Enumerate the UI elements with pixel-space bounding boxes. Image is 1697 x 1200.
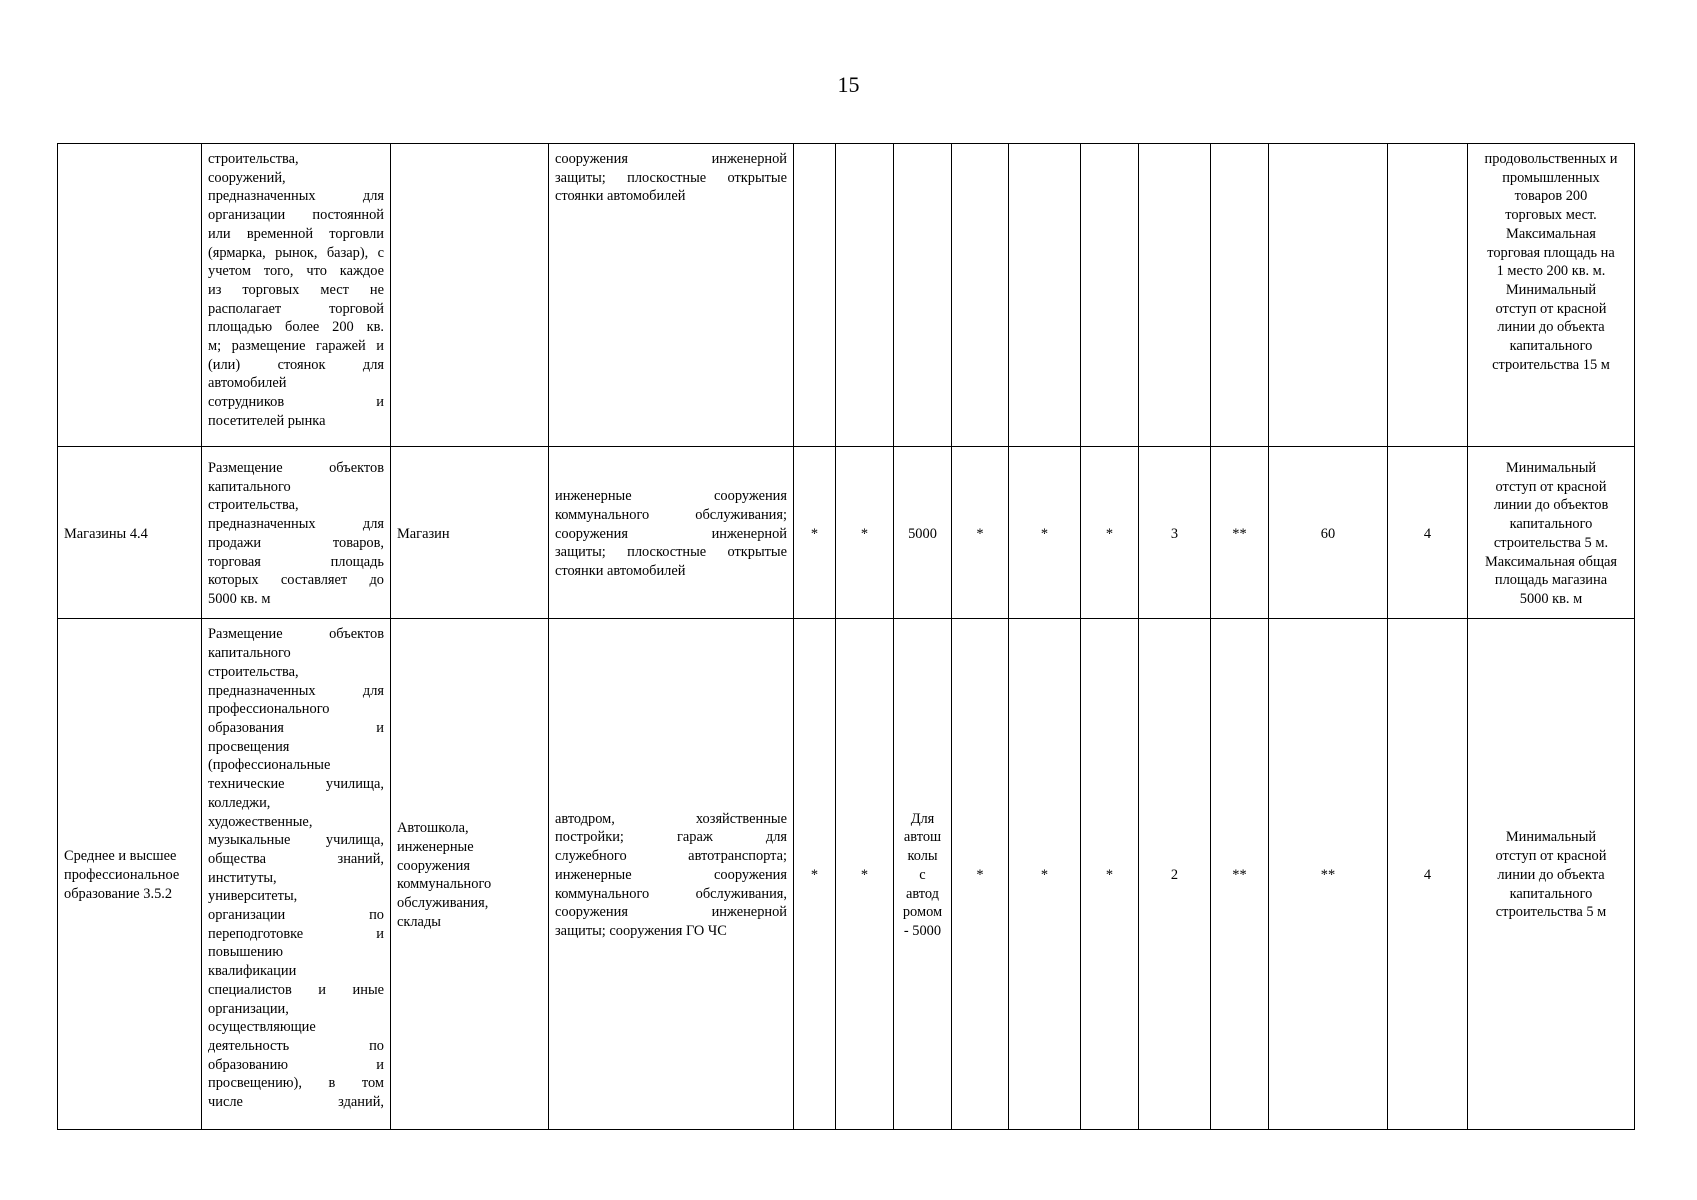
param-cell: 3 [1139,447,1211,619]
param-cell: * [952,447,1009,619]
param-cell [894,144,952,447]
param-cell: 5000 [894,447,952,619]
use-type-cell: Магазины 4.4 [58,447,202,619]
param-cell: 4 [1388,619,1468,1130]
param-cell: 4 [1388,447,1468,619]
param-cell: 60 [1269,447,1388,619]
param-cell: 2 [1139,619,1211,1130]
auxiliary-uses-cell: сооружения инженерной защиты; плоскостные открытые стоянки автомобилей [549,144,794,447]
notes-cell: Минимальный отступ от красной линии до объектов капитального строительства 5 м. Максимальная общая площадь магазина 5000 кв. м [1468,447,1635,619]
param-cell: * [836,619,894,1130]
param-cell [1009,144,1081,447]
param-cell: * [836,447,894,619]
param-cell: * [794,447,836,619]
param-cell [1388,144,1468,447]
param-cell: * [1081,447,1139,619]
notes-cell: продовольственных и промышленных товаров 200 торговых мест. Максимальная торговая площадь на 1 место 200 кв. м. Минимальный отступ от красной линии до объекта капитального строительства 15 м [1468,144,1635,447]
table-row [58,619,1635,1130]
param-cell: Для автош колы с автод ромом - 5000 [894,619,952,1130]
notes-cell: Минимальный отступ от красной линии до объекта капитального строительства 5 м [1468,619,1635,1130]
param-cell [1211,144,1269,447]
auxiliary-uses-cell: автодром, хозяйственные постройки; гараж для служебного автотранспорта; инженерные сооружения коммунального обслуживания, сооружения инженерной защиты; сооружения ГО ЧС [549,619,794,1130]
param-cell [1081,144,1139,447]
param-cell: ** [1211,619,1269,1130]
permitted-objects-cell [391,144,549,447]
param-cell: * [952,619,1009,1130]
param-cell [836,144,894,447]
use-description-cell: строительства, сооружений, предназначенных для организации постоянной или временной торговли (ярмарка, рынок, базар), с учетом того, что каждое из торговых мест не располагает торговой площадью более 200 кв. м; размещение гаражей и (или) стоянок для автомобилей сотрудников и посетителей рынка [202,144,391,447]
param-cell: * [1009,447,1081,619]
param-cell: * [1081,619,1139,1130]
table-row [58,144,1635,447]
param-cell: ** [1211,447,1269,619]
permitted-objects-cell: Автошкола, инженерные сооружения коммунального обслуживания, склады [391,619,549,1130]
auxiliary-uses-cell: инженерные сооружения коммунального обслуживания; сооружения инженерной защиты; плоскостные открытые стоянки автомобилей [549,447,794,619]
param-cell [794,144,836,447]
land-use-regulations-table [57,143,1635,1130]
permitted-objects-cell: Магазин [391,447,549,619]
param-cell: * [1009,619,1081,1130]
use-description-cell: Размещение объектов капитального строительства, предназначенных для продажи товаров, торговая площадь которых составляет до 5000 кв. м [202,447,391,619]
use-type-cell [58,144,202,447]
param-cell [952,144,1009,447]
table-row [58,447,1635,619]
param-cell: * [794,619,836,1130]
page-number: 15 [837,72,860,97]
param-cell [1139,144,1211,447]
param-cell: ** [1269,619,1388,1130]
use-description-cell: Размещение объектов капитального строительства, предназначенных для профессионального образования и просвещения (профессиональные технические училища, колледжи, художественные, музыкальные училища, общества знаний, институты, университеты, организации по переподготовке и повышению квалификации специалистов и иные организации, осуществляющие деятельность по образованию и просвещению), в том числе зданий, [202,619,391,1130]
use-type-cell: Среднее и высшее профессиональное образование 3.5.2 [58,619,202,1130]
param-cell [1269,144,1388,447]
